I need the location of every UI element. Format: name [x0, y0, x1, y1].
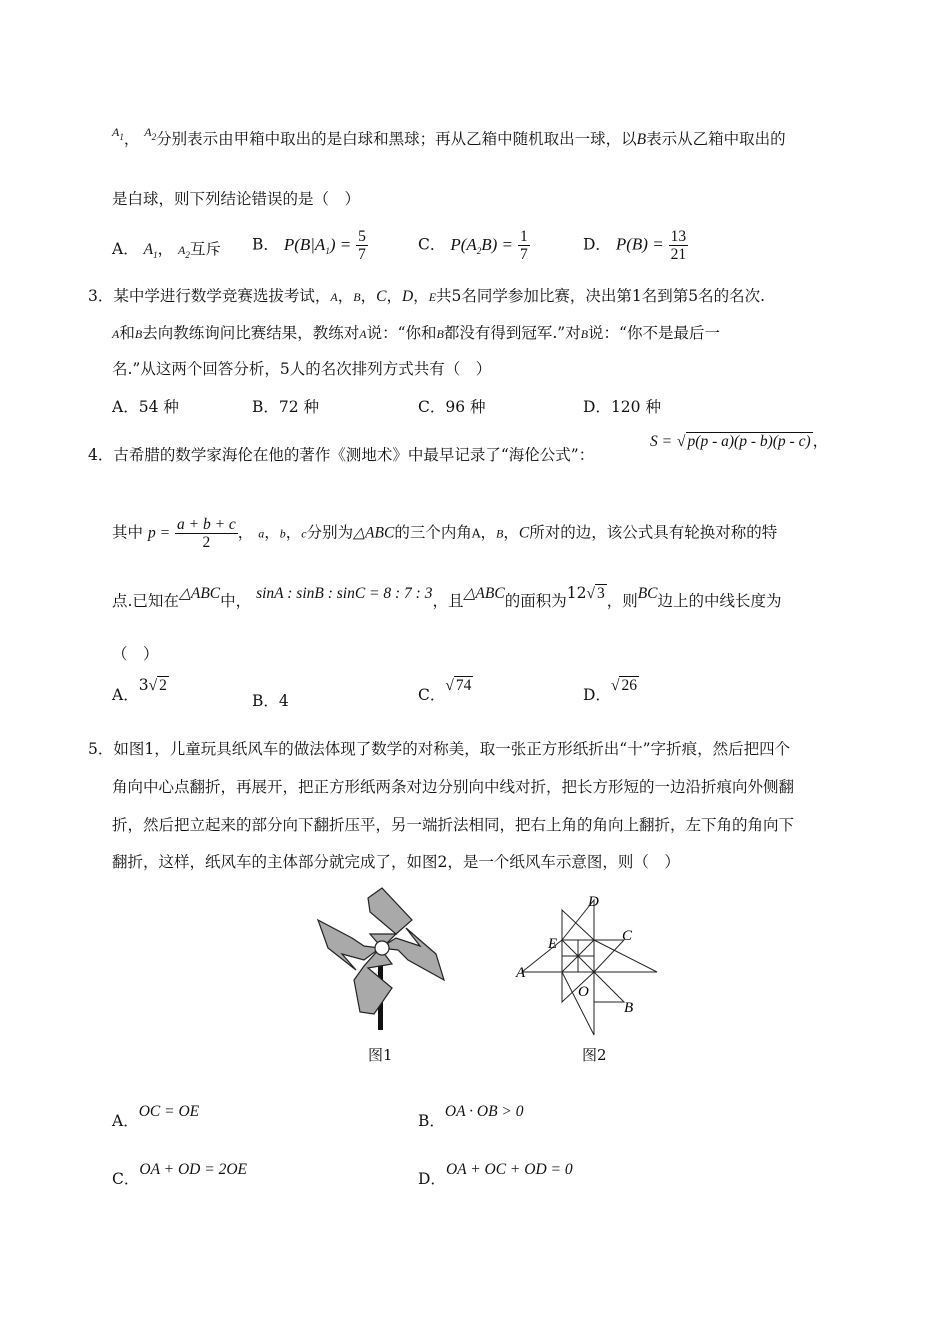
label-D: D: [588, 894, 599, 910]
q3-option-b: B．72 种: [252, 398, 320, 416]
figure-2-caption: 图2: [582, 1046, 607, 1064]
q3-option-a: A．54 种: [112, 398, 179, 416]
q4-line3: 点.已知在△ABC中， sinA : sinB : sinC = 8 : 7 : 3，且△ABC的面积为12√ 3 ，则BC边上的中线长度为: [112, 584, 782, 610]
q2-option-b: B． $P(B|A_1)$ = $\frac{5}{7}$: [252, 228, 366, 263]
q4-line2: 其中 p = $\frac{a + b + c}{2}$ ， a，b，c分别为△ABC的三个内角A，B，C所对的边，该公式具有轮换对称的特: [112, 516, 778, 551]
q5-option-d: D．OA + OC + OD = 0: [418, 1161, 573, 1188]
figure-2-diagram: [512, 890, 662, 1040]
q5-line4: 翻折，这样，纸风车的主体部分就完成了，如图2，是一个纸风车示意图，则（ ）: [112, 853, 680, 871]
figure-1-pinwheel: [312, 884, 452, 1034]
q4-option-d: D．√ 26: [583, 677, 637, 704]
q2-A1: A1: [112, 125, 124, 142]
label-B: B: [624, 1000, 634, 1016]
q3-option-c: C．96 种: [418, 398, 486, 416]
q3-line1: 3．某中学进行数学竞赛选拔考试，A，B，C，D，E共5名同学参加比赛，决出第1名到第5名的名次.: [88, 287, 766, 305]
q5-option-b: B．OA · OB > 0: [418, 1103, 524, 1130]
q4-paren: （ ）: [112, 645, 159, 663]
q3-option-d: D．120 种: [583, 398, 661, 416]
q4-option-a: A．3√ 2: [112, 676, 167, 704]
label-A: A: [516, 965, 526, 981]
q2-option-c: C． $P(A_2B)$ = $\frac{1}{7}$: [418, 228, 528, 263]
pinwheel-blade-top: [368, 888, 412, 948]
q5-option-c: C．OA + OD = 2OE: [112, 1161, 247, 1188]
q3-line3: 名.”从这两个回答分析，5人的名次排列方式共有（ ）: [112, 360, 492, 378]
q4-heron-formula: S = √ p(p - a)(p - b)(p - c) ，: [650, 432, 829, 450]
blade-right: [594, 940, 657, 972]
q2-A2: A2: [144, 125, 157, 142]
q3-line2: A和B去向教练询问比赛结果，教练对A说：“你和B都没有得到冠军.”对B说：“你不是最后一: [112, 324, 720, 342]
q2-option-d: D． P(B) = $\frac{13}{21}$: [583, 228, 687, 263]
label-E: E: [548, 936, 558, 952]
q4-line1: 4．古希腊的数学家海伦在他的著作《测地术》中最早记录了“海伦公式”：: [88, 446, 595, 464]
q4-option-c: C．√ 74: [418, 677, 472, 704]
q5-option-a: A．OC = OE: [112, 1103, 200, 1130]
q5-line2: 角向中心点翻折，再展开，把正方形纸两条对边分别向中线对折，把长方形短的一边沿折痕向外侧翻: [112, 778, 795, 796]
q5-line3: 折，然后把立起来的部分向下翻折压平，另一端折法相同，把右上角的角向上翻折，左下角的角向下: [112, 816, 795, 834]
blade-bottom: [562, 972, 594, 1035]
figure-1-caption: 图1: [368, 1046, 393, 1064]
q4-option-b: B．4: [252, 692, 289, 710]
label-O: O: [578, 984, 589, 1000]
pinwheel-center-hole: [375, 941, 389, 955]
q2-line1: $^{A_1}$， $^{A_2}$分别表示由甲箱中取出的是白球和黑球；再从乙箱中随机取出一球，以B表示从乙箱中取出的: [112, 125, 786, 148]
label-C: C: [622, 928, 633, 944]
q2-option-a: A． $A_1$， $A_2$互斥: [112, 240, 221, 260]
q2-line2: 是白球，则下列结论错误的是（ ）: [112, 190, 361, 208]
q5-line1: 5．如图1，儿童玩具纸风车的做法体现了数学的对称美，取一张正方形纸折出“十”字折痕，然后把四个: [88, 740, 791, 758]
